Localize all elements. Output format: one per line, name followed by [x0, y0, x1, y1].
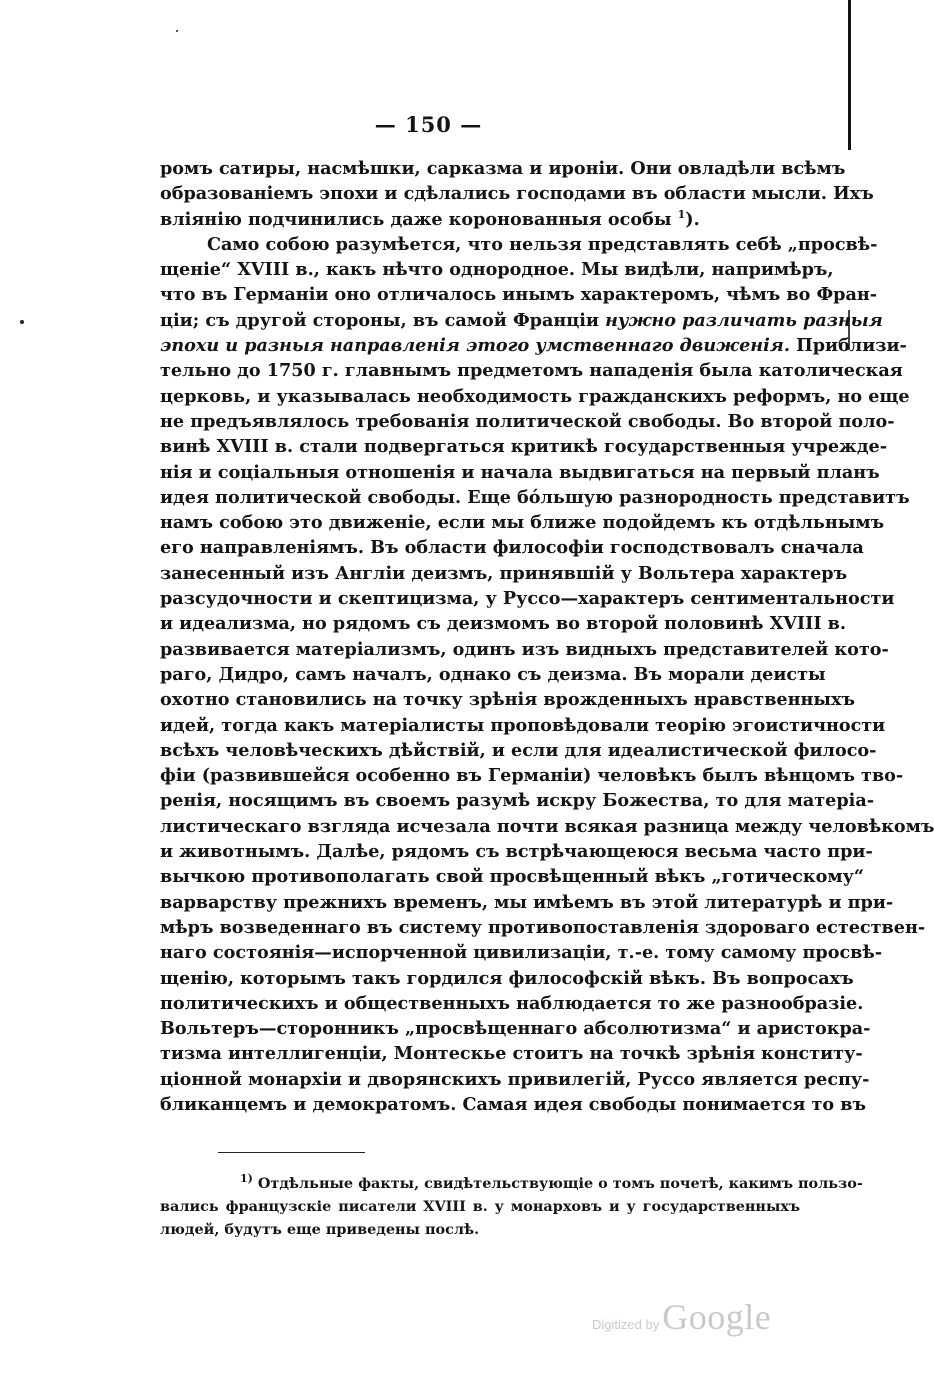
- footnote: [160, 1172, 863, 1241]
- text-line: листическаго взгляда исчезала почти всякая разница между человѣкомъ: [160, 815, 934, 837]
- text-line: разсудочности и скептицизма, у Руссо—характеръ сентиментальности: [160, 588, 895, 610]
- text-line: мѣръ возведеннаго въ систему противопоставленія здороваго естествен-: [160, 916, 926, 938]
- text-line: политическихъ и общественныхъ наблюдается то же разнообразіе.: [160, 992, 864, 1014]
- body-text: [160, 156, 934, 1117]
- text-line: вычкою противополагать свой просвѣщенный вѣкъ „готическому“: [160, 866, 864, 888]
- text-line: тельно до 1750 г. главнымъ предметомъ нападенія была католическая: [160, 360, 903, 382]
- text-line: развивается матеріализмъ, одинъ изъ видныхъ представителей кото-: [160, 638, 889, 660]
- page-number: — 150 —: [374, 112, 483, 137]
- text-line: тизма интеллигенціи, Монтескье стоитъ на точкѣ зрѣнія конститу-: [160, 1043, 863, 1065]
- text-line: фіи (развившейся особенно въ Германіи) человѣкъ былъ вѣнцомъ тво-: [160, 765, 904, 787]
- footnote-divider: [218, 1152, 365, 1153]
- text-line: идея политической свободы. Еще бо́льшую разнородность представитъ: [160, 486, 910, 508]
- scan-speck: [176, 30, 178, 32]
- footnote-ref: 1: [677, 207, 686, 221]
- scan-speck: [20, 320, 24, 324]
- text-line: намъ собою это движеніе, если мы ближе подойдемъ къ отдѣльнымъ: [160, 512, 885, 534]
- text-line: что въ Германіи оно отличалось инымъ характеромъ, чѣмъ во Фран-: [160, 284, 878, 306]
- text-line: церковь, и указывалась необходимость гражданскихъ реформъ, но еще: [160, 385, 910, 407]
- text-line: всѣхъ человѣческихъ дѣйствій, и если для идеалистической филосо-: [160, 739, 877, 761]
- footnote-line: $^{1)}$ Отдѣльные факты, свидѣтельствующіе о томъ почетѣ, какимъ пользо-: [240, 1172, 863, 1192]
- text-line: щенію, которымъ такъ гордился философскій вѣкъ. Въ вопросахъ: [160, 967, 854, 989]
- text-line: охотно становились на точку зрѣнія врожденныхъ нравственныхъ: [160, 689, 855, 711]
- footnote-marker: 1): [240, 1172, 253, 1186]
- text-line: ренія, носящимъ въ своемъ разумѣ искру Божества, то для матеріа-: [160, 790, 875, 812]
- text-line: не предъявлялось требованія политической свободы. Во второй поло-: [160, 410, 895, 432]
- text-line: раго, Дидро, самъ началъ, однако съ деизма. Въ морали деисты: [160, 663, 826, 685]
- text-line: наго состоянія—испорченной цивилизаціи, т.-е. тому самому просвѣ-: [160, 942, 883, 964]
- text-line: вліянію подчинились даже коронованныя особы $^1$).: [160, 207, 700, 230]
- text-line: Само собою разумѣется, что нельзя представлять себѣ „просвѣ-: [207, 233, 878, 255]
- emphasis-text: нужно различать разныя: [605, 309, 883, 331]
- text-line: его направленіямъ. Въ области философіи господствовалъ сначала: [160, 537, 864, 559]
- digitized-by-google-watermark: [592, 1296, 771, 1338]
- text-line: занесенный изъ Англіи деизмъ, принявшій у Вольтера характеръ: [160, 562, 848, 584]
- text-line: идей, тогда какъ матеріалисты проповѣдовали теорію эгоистичности: [160, 714, 886, 736]
- text-line: варварству прежнихъ временъ, мы имѣемъ въ этой литературѣ и при-: [160, 891, 894, 913]
- google-logo: Google: [662, 1297, 772, 1337]
- text-line: ромъ сатиры, насмѣшки, сарказма и ироніи. Они овладѣли всѣмъ: [160, 158, 846, 179]
- text-line: образованіемъ эпохи и сдѣлались господами въ области мысли. Ихъ: [160, 183, 874, 205]
- text-line: и идеализма, но рядомъ съ деизмомъ во второй половинѣ XVIII в.: [160, 613, 847, 635]
- text-line: нія и соціальныя отношенія и начала выдвигаться на первый планъ: [160, 461, 880, 483]
- text-line: бликанцемъ и демократомъ. Самая идея свободы понимается то въ: [160, 1093, 867, 1115]
- footnote-line: людей, будутъ еще приведены послѣ.: [160, 1221, 480, 1238]
- text-line: и животнымъ. Далѣе, рядомъ съ встрѣчающеюся весьма часто при-: [160, 841, 873, 863]
- text-line: ціи; съ другой стороны, въ самой Франціи нужно различать разныя: [160, 309, 883, 331]
- watermark-prefix: Digitized by: [592, 1317, 660, 1332]
- footnote-line: вались французскіе писатели XVIII в. у монарховъ и у государственныхъ: [160, 1198, 800, 1215]
- emphasis-text: эпохи и разныя направленія этого умственнаго движенія.: [160, 335, 790, 357]
- text-line: эпохи и разныя направленія этого умственнаго движенія. Приблизи-: [160, 335, 907, 357]
- text-line: ціонной монархіи и дворянскихъ привилегій, Руссо является респу-: [160, 1068, 870, 1090]
- text-line: Вольтеръ—сторонникъ „просвѣщеннаго абсолютизма“ и аристокра-: [160, 1018, 871, 1040]
- text-line: щеніе“ XVIII в., какъ нѣчто однородное. Мы видѣли, напримѣръ,: [160, 259, 834, 281]
- text-line: винѣ XVIII в. стали подвергаться критикѣ государственныя учрежде-: [160, 436, 888, 458]
